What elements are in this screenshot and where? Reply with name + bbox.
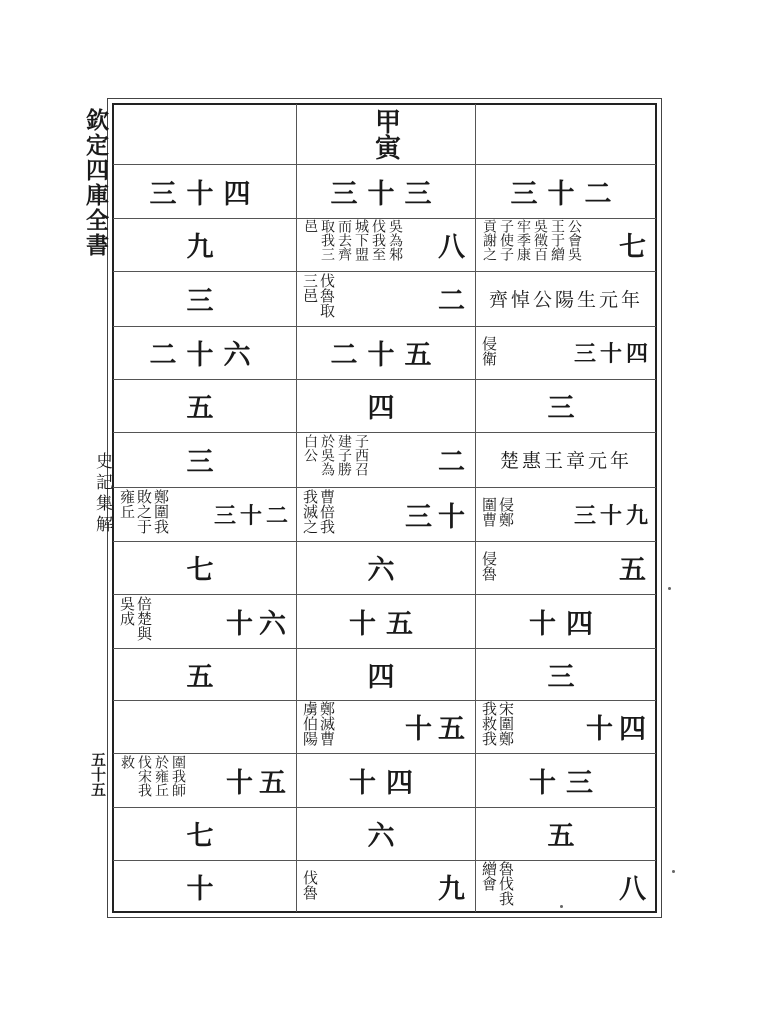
cell-year-number: 七 <box>619 232 652 263</box>
cell-year-number: 十五 <box>226 767 292 799</box>
table-cell <box>480 219 652 270</box>
cell-year-number: 六 <box>367 821 405 852</box>
cell-year-number: 三十九 <box>573 502 652 529</box>
table-cell <box>301 380 471 431</box>
cell-annotation: 侵魯 <box>480 550 498 581</box>
table-cell <box>480 488 652 540</box>
cell-annotation: 侵鄭圍曹 <box>480 497 515 527</box>
cell-annotation: 鄭滅曹虜伯陽 <box>301 701 336 746</box>
cell-year-number: 十五 <box>405 714 471 745</box>
column-divider <box>475 104 476 912</box>
cell-year-number: 四 <box>367 393 405 424</box>
cell-year-number: 楚惠王章元年 <box>499 450 632 472</box>
cell-year-number: 十四 <box>529 608 603 640</box>
cell-year-number: 五 <box>186 393 224 424</box>
cell-annotation: 吳為邾伐我至城下盟而去齊取我三邑 <box>302 219 403 261</box>
cell-year-number: 九 <box>438 874 471 905</box>
table-cell <box>480 433 652 486</box>
table-cell <box>480 595 652 647</box>
table-cell <box>118 649 292 699</box>
cell-annotation: 鄭圍我敗之于雍丘 <box>118 488 170 534</box>
table-cell <box>301 754 471 806</box>
table-cell <box>118 327 292 378</box>
print-speck-mark <box>560 905 563 908</box>
print-speck-mark <box>672 870 675 873</box>
table-cell <box>301 701 471 752</box>
table-cell <box>301 272 471 325</box>
cell-year-number: 三 <box>186 286 224 317</box>
cell-year-number: 十四 <box>586 714 652 745</box>
margin-section-title: 史記集解 <box>92 452 112 536</box>
table-cell <box>301 649 471 699</box>
cell-year-number: 三十四 <box>573 341 652 367</box>
cell-annotation: 公會吳王于繒吳徵百牢季康子使子貢謝之 <box>481 219 582 261</box>
cell-annotation: 伐魯取三邑 <box>301 273 336 318</box>
cell-year-number: 三十三 <box>330 178 442 210</box>
table-cell <box>480 380 652 431</box>
cell-year-number: 八 <box>438 232 471 263</box>
table-cell <box>301 595 471 647</box>
table-cell <box>480 754 652 806</box>
cell-year-number: 三十四 <box>149 178 261 210</box>
cell-year-number: 十六 <box>226 608 292 640</box>
cell-year-number: 八 <box>619 874 652 905</box>
table-cell <box>480 649 652 699</box>
cell-year-number: 七 <box>186 821 224 852</box>
table-cell <box>480 808 652 859</box>
table-cell <box>118 861 292 912</box>
cell-annotation: 侵衛 <box>480 335 498 366</box>
cell-year-number: 三 <box>186 447 224 478</box>
cell-annotation: 宋圍鄭我救我 <box>480 701 515 746</box>
header-cell-col2: 甲寅 <box>370 108 401 160</box>
cell-year-number: 齊悼公陽生元年 <box>488 289 643 311</box>
cell-year-number: 四 <box>367 661 405 693</box>
cell-year-number: 二十五 <box>330 340 442 371</box>
header-cell-col3 <box>476 104 656 164</box>
cell-year-number: 三十二 <box>510 178 622 210</box>
table-cell <box>118 701 292 752</box>
cell-annotation: 伐魯 <box>301 869 319 900</box>
table-cell <box>301 219 471 270</box>
table-cell <box>301 542 471 593</box>
table-cell <box>301 488 471 540</box>
table-cell <box>480 272 652 325</box>
table-cell <box>301 327 471 378</box>
table-cell <box>301 808 471 859</box>
header-cell-col1 <box>114 104 296 164</box>
table-cell <box>480 327 652 378</box>
cell-year-number: 三 <box>547 393 585 424</box>
table-cell <box>118 542 292 593</box>
cell-year-number: 十五 <box>349 608 423 640</box>
table-cell <box>118 808 292 859</box>
cell-year-number: 六 <box>367 555 405 586</box>
cell-year-number: 三 <box>547 661 585 693</box>
table-cell <box>480 542 652 593</box>
cell-year-number: 十三 <box>529 767 603 799</box>
cell-year-number: 五 <box>186 661 224 693</box>
table-cell <box>301 861 471 912</box>
table-cell <box>480 701 652 752</box>
cell-year-number: 三十 <box>405 501 471 533</box>
cell-year-number: 十 <box>186 874 224 905</box>
cell-annotation: 曹倍我我滅之 <box>301 488 336 534</box>
table-cell <box>118 433 292 486</box>
table-cell <box>118 219 292 270</box>
cell-annotation: 倍楚與吳成 <box>118 595 153 641</box>
table-cell <box>301 165 471 217</box>
cell-year-number: 二 <box>438 447 471 478</box>
cell-annotation: 魯伐我繒會 <box>480 861 515 906</box>
cell-year-number: 十四 <box>349 767 423 799</box>
margin-page-number: 五十五 <box>89 752 107 797</box>
cell-year-number: 七 <box>186 555 224 586</box>
table-cell <box>118 380 292 431</box>
cell-year-number: 九 <box>186 232 224 263</box>
table-cell <box>118 165 292 217</box>
cell-annotation: 圍我師於雍丘伐宋我救 <box>119 754 186 797</box>
margin-book-title: 欽定四庫全書 <box>82 108 109 258</box>
cell-annotation: 子西召建子勝於吳為白公 <box>302 434 369 476</box>
table-cell <box>118 754 292 806</box>
column-divider <box>296 104 297 912</box>
cell-year-number: 五 <box>619 555 652 586</box>
cell-year-number: 三十二 <box>213 502 292 529</box>
cell-year-number: 五 <box>547 821 585 852</box>
table-cell <box>480 861 652 912</box>
table-cell <box>118 595 292 647</box>
table-cell <box>301 433 471 486</box>
table-cell <box>118 488 292 540</box>
cell-year-number: 二 <box>438 286 471 317</box>
table-cell <box>118 272 292 325</box>
table-cell <box>480 165 652 217</box>
print-speck-mark <box>668 587 671 590</box>
cell-year-number: 二十六 <box>149 340 261 371</box>
